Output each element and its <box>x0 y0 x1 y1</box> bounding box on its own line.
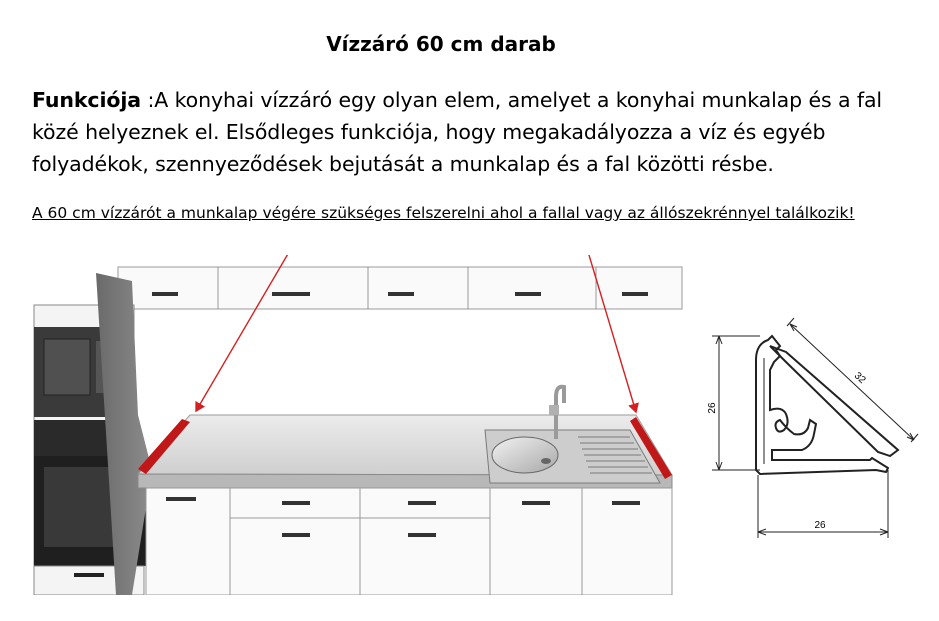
function-text: A konyhai vízzáró egy olyan elem, amelyet a konyhai munkalap és a fal közé helyeznek el. Elsődleges funkciója, hogy megakadályozza a víz és egyéb folyadékok, szennyeződések bejutását a munkalap és a fal közötti résbe. <box>32 88 883 176</box>
kitchen-illustration <box>0 255 690 595</box>
function-label: Funkciója <box>32 88 142 112</box>
function-separator: : <box>141 88 155 112</box>
diagonal-dimension-label: 32 <box>851 370 868 386</box>
wall <box>170 311 690 421</box>
installation-note: A 60 cm vízzárót a munkalap végére szükséges felszerelni ahol a fallal vagy az állószekrénnyel találkozik! <box>32 204 855 222</box>
profile-cross-section-drawing <box>690 300 930 560</box>
base-cabinets <box>146 488 672 595</box>
width-dimension-label: 26 <box>814 520 826 531</box>
page-title: Vízzáró 60 cm darab <box>326 32 556 56</box>
wall-cabinets <box>118 267 682 309</box>
function-description <box>32 84 912 180</box>
height-dimension-label: 26 <box>707 402 718 414</box>
